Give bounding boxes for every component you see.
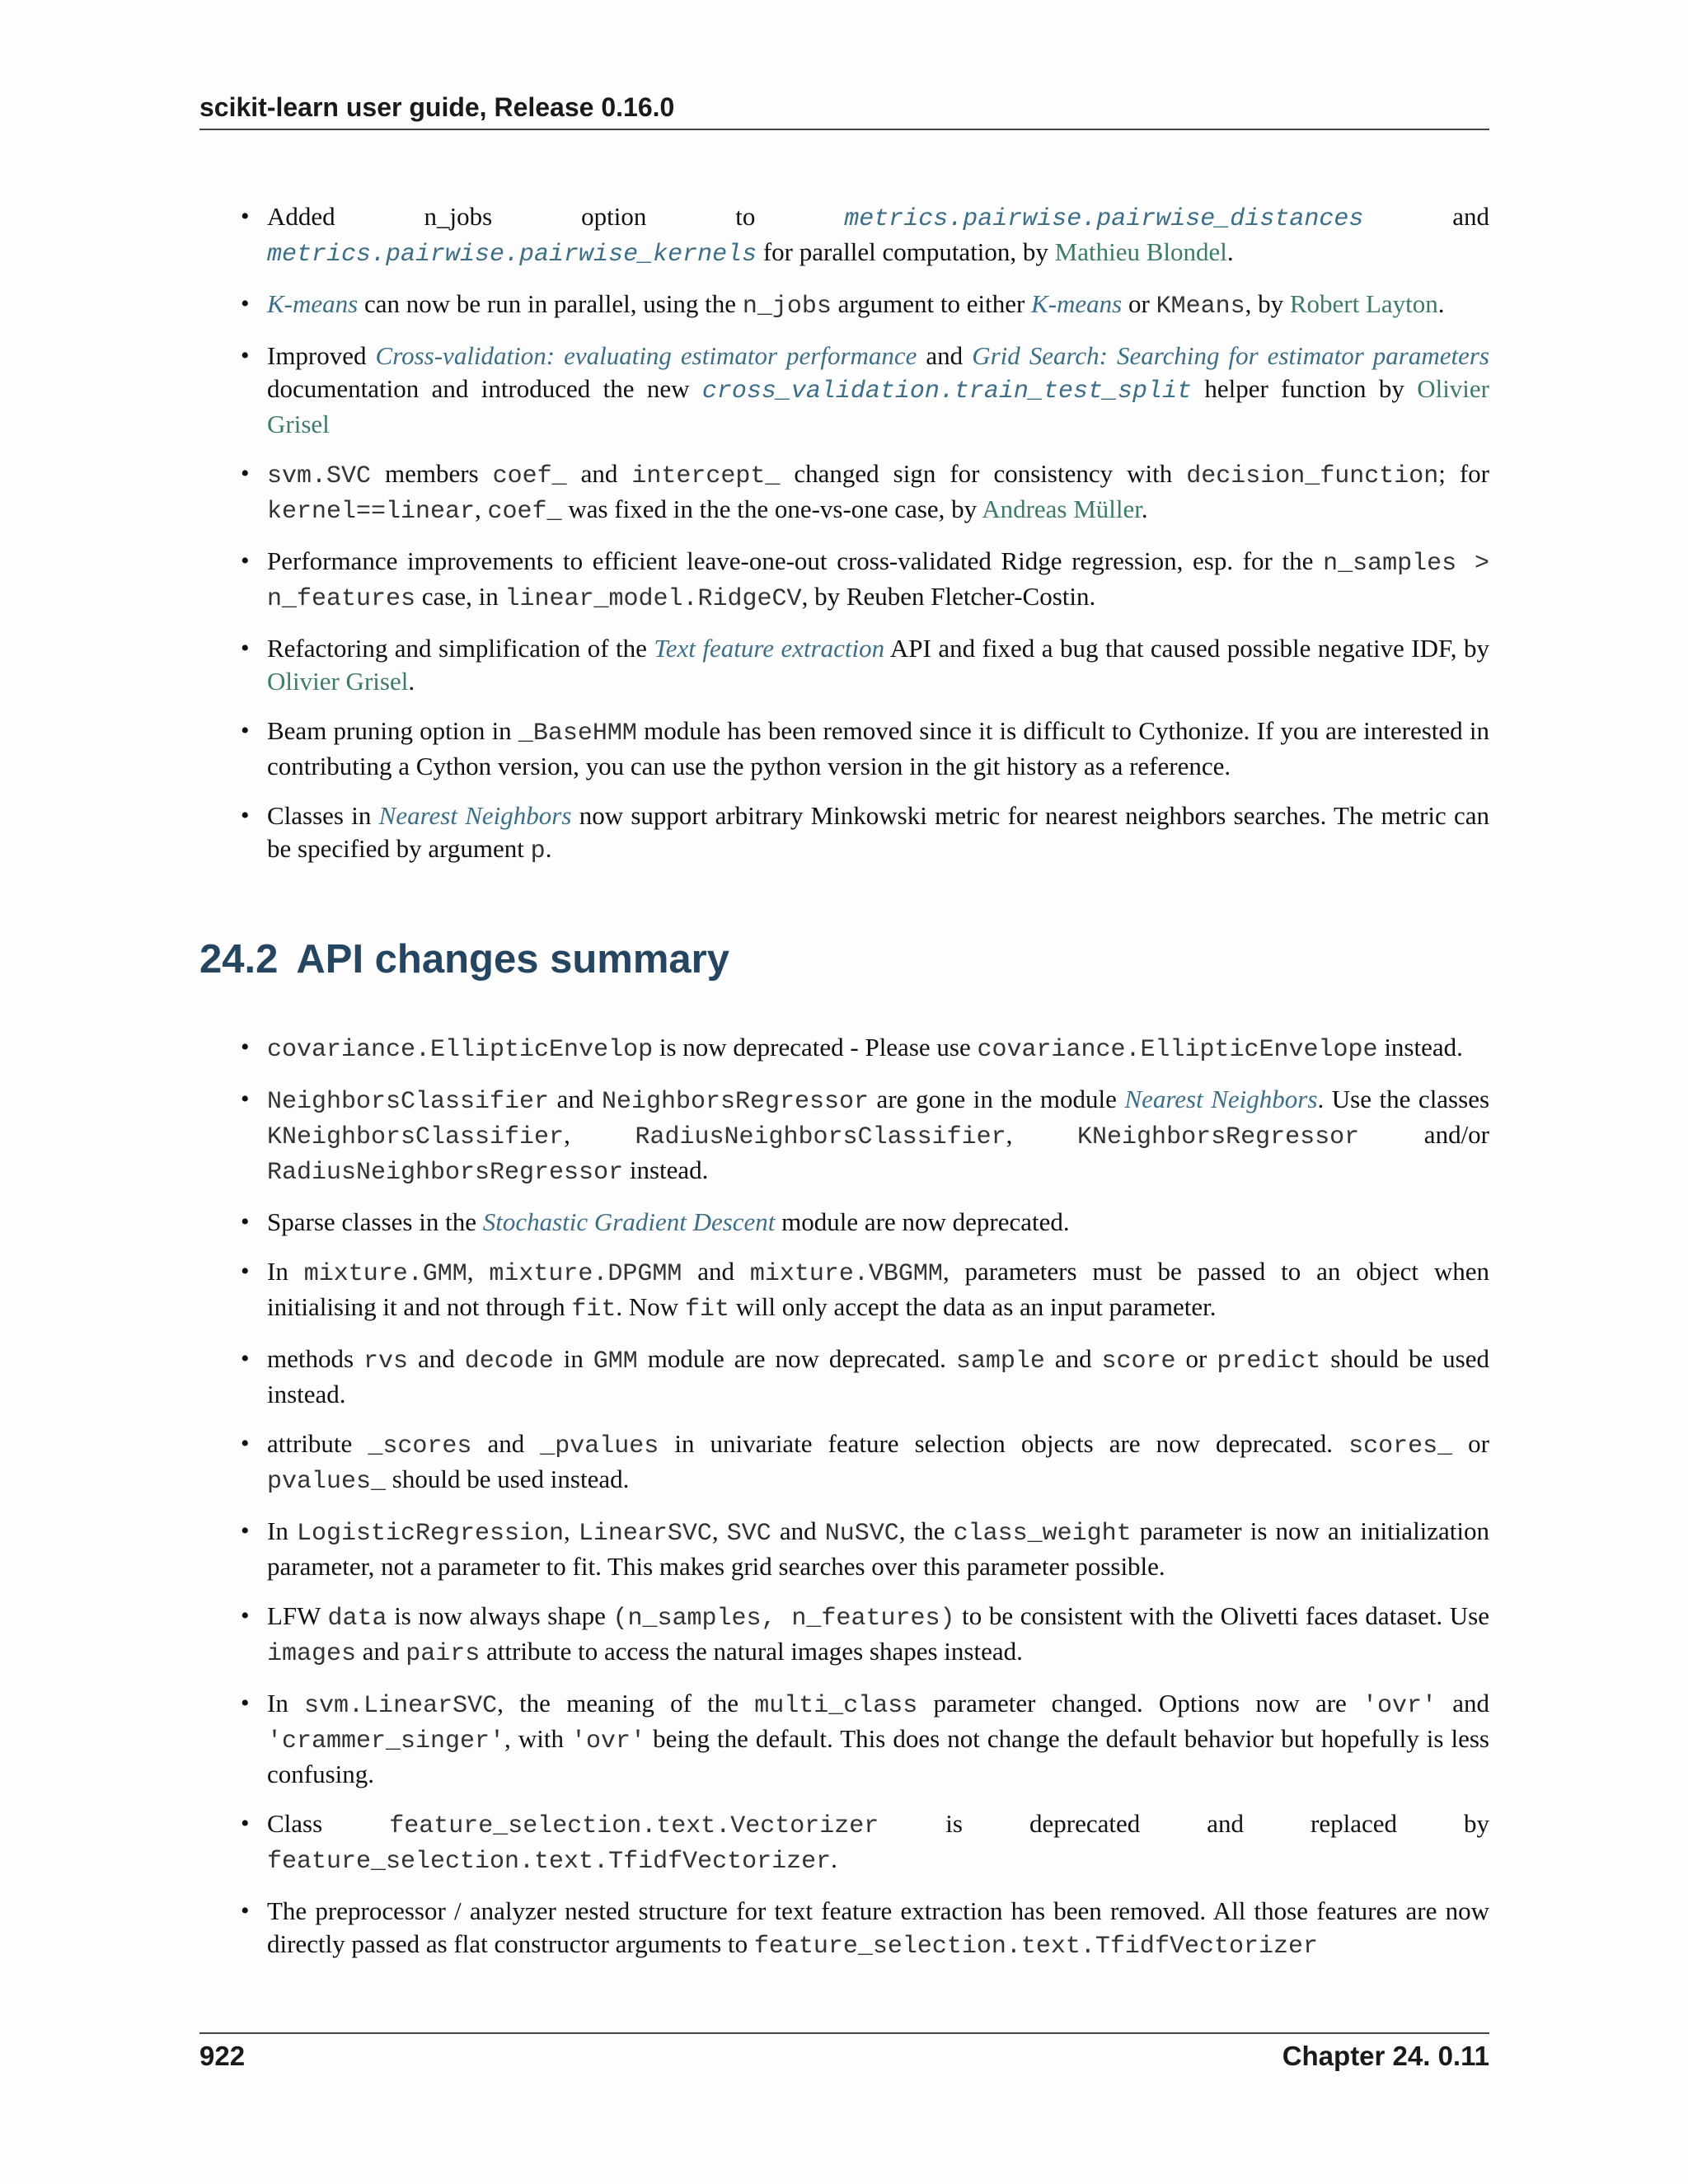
code-literal: n_samples > n_features xyxy=(267,550,1489,613)
code-literal: svm.LinearSVC xyxy=(304,1692,498,1720)
author-link[interactable]: Andreas Müller xyxy=(982,494,1142,523)
list-item: • Class feature_selection.text.Vectorizer is deprecated and replaced by feature_selection.text.TfidfVectorizer. xyxy=(239,1807,1489,1878)
section-heading xyxy=(199,936,729,982)
code-literal: svm.SVC xyxy=(267,462,372,490)
list-item: • Refactoring and simplification of the Text feature extraction API and fixed a bug that caused possible negative IDF, by Olivier Grisel. xyxy=(239,632,1489,698)
nearest-neighbors-link[interactable]: Nearest Neighbors xyxy=(1124,1085,1318,1113)
code-literal: multi_class xyxy=(754,1692,918,1720)
code-literal: NeighborsClassifier xyxy=(267,1088,550,1116)
list-item: • NeighborsClassifier and NeighborsRegressor are gone in the module Nearest Neighbors. Use the classes KNeighborsClassifier, RadiusNeighborsClassifier, KNeighborsRegressor and/or RadiusNeighborsRegressor instead. xyxy=(239,1083,1489,1189)
code-literal: rvs xyxy=(363,1347,409,1376)
grid-search-link[interactable]: Grid Search: Searching for estimator parameters xyxy=(972,341,1489,370)
train-test-split-link[interactable]: cross_validation.train_test_split xyxy=(701,377,1192,405)
code-literal: (n_samples, n_features) xyxy=(612,1605,955,1633)
nearest-neighbors-link[interactable]: Nearest Neighbors xyxy=(378,801,572,830)
code-literal: linear_model.RidgeCV xyxy=(504,585,802,613)
header-rule xyxy=(199,129,1489,130)
pairwise-distances-link[interactable]: metrics.pairwise.pairwise_distances xyxy=(844,205,1364,233)
code-literal: coef_ xyxy=(492,462,567,490)
code-literal: _scores xyxy=(368,1432,472,1460)
list-item: • Beam pruning option in _BaseHMM module has been removed since it is difficult to Cythonize. If you are interested in contributing a Cython version, you can use the python version in the git history as a reference. xyxy=(239,715,1489,783)
code-literal: pvalues_ xyxy=(267,1468,387,1496)
code-literal: fit xyxy=(571,1296,617,1324)
kmeans-link[interactable]: K-means xyxy=(267,289,359,318)
page-number: 922 xyxy=(199,2041,246,2071)
sgd-link[interactable]: Stochastic Gradient Descent xyxy=(482,1207,776,1236)
code-literal: RadiusNeighborsClassifier xyxy=(635,1123,1006,1151)
changelog-list xyxy=(239,200,1489,884)
code-literal: mixture.DPGMM xyxy=(489,1260,682,1288)
code-literal: _BaseHMM xyxy=(518,719,637,748)
list-item: • attribute _scores and _pvalues in univariate feature selection objects are now deprecated. scores_ or pvalues_ should be used instead. xyxy=(239,1427,1489,1498)
code-literal: intercept_ xyxy=(631,462,781,490)
author-link[interactable]: Olivier Grisel xyxy=(267,374,1489,438)
code-literal: data xyxy=(327,1605,387,1633)
kmeans-link[interactable]: K-means xyxy=(1031,289,1123,318)
code-literal: feature_selection.text.Vectorizer xyxy=(389,1812,879,1840)
list-item: • LFW data is now always shape (n_samples, n_features) to be consistent with the Olivetti faces dataset. Use images and pairs attribute to access the natural images shapes instead. xyxy=(239,1600,1489,1671)
code-literal: mixture.VBGMM xyxy=(749,1260,943,1288)
code-literal: 'ovr' xyxy=(1362,1692,1437,1720)
text-feature-extraction-link[interactable]: Text feature extraction xyxy=(654,634,885,663)
code-literal: _pvalues xyxy=(540,1432,659,1460)
code-literal: fit xyxy=(684,1296,729,1324)
list-item: • svm.SVC members coef_ and intercept_ changed sign for consistency with decision_function; for kernel==linear, coef_ was fixed in the the one-vs-one case, by Andreas Müller. xyxy=(239,457,1489,528)
code-literal: RadiusNeighborsRegressor xyxy=(267,1159,624,1187)
author-link[interactable]: Mathieu Blondel xyxy=(1054,237,1227,266)
code-literal: kernel==linear xyxy=(267,498,476,526)
list-item: • In svm.LinearSVC, the meaning of the multi_class parameter changed. Options now are 'ovr' and 'crammer_singer', with 'ovr' being the default. This does not change the default behavior but hopefully is less confusing. xyxy=(239,1687,1489,1791)
list-item: • In mixture.GMM, mixture.DPGMM and mixture.VBGMM, parameters must be passed to an object when initialising it and not through fit. Now fit will only accept the data as an input parameter. xyxy=(239,1255,1489,1326)
code-literal: images xyxy=(267,1640,357,1668)
page-header-title: scikit-learn user guide, Release 0.16.0 xyxy=(199,92,675,122)
page-footer xyxy=(199,2041,1489,2072)
code-literal: LogisticRegression xyxy=(296,1520,564,1548)
code-literal: pairs xyxy=(406,1640,481,1668)
code-literal: feature_selection.text.TfidfVectorizer xyxy=(753,1933,1318,1961)
section-title: API changes summary xyxy=(296,937,729,982)
code-literal: predict xyxy=(1217,1347,1321,1376)
code-literal: LinearSVC xyxy=(578,1520,712,1548)
list-item: • Classes in Nearest Neighbors now support arbitrary Minkowski metric for nearest neighbors searches. The metric can be specified by argument p. xyxy=(239,799,1489,868)
code-literal: scores_ xyxy=(1348,1432,1453,1460)
list-item: • K-means can now be run in parallel, using the n_jobs argument to either K-means or KMeans, by Robert Layton. xyxy=(239,288,1489,323)
list-item: • Sparse classes in the Stochastic Gradient Descent module are now deprecated. xyxy=(239,1206,1489,1239)
code-literal: decode xyxy=(464,1347,554,1376)
list-item: • The preprocessor / analyzer nested structure for text feature extraction has been removed. All those features are now directly passed as flat constructor arguments to feature_selection.text.TfidfVectorizer xyxy=(239,1895,1489,1963)
code-literal: KNeighborsClassifier xyxy=(267,1123,565,1151)
code-literal: score xyxy=(1101,1347,1176,1376)
code-literal: sample xyxy=(955,1347,1045,1376)
list-item: • covariance.EllipticEnvelop is now deprecated - Please use covariance.EllipticEnvelope instead. xyxy=(239,1031,1489,1066)
code-literal: class_weight xyxy=(953,1520,1132,1548)
code-literal: GMM xyxy=(593,1347,638,1376)
code-literal: NeighborsRegressor xyxy=(601,1088,869,1116)
code-literal: SVC xyxy=(726,1520,771,1548)
chapter-label: Chapter 24. 0.11 xyxy=(1282,2041,1489,2071)
pairwise-kernels-link[interactable]: metrics.pairwise.pairwise_kernels xyxy=(267,241,757,269)
code-literal: decision_function xyxy=(1186,462,1439,490)
code-literal: mixture.GMM xyxy=(303,1260,467,1288)
section-number: 24.2 xyxy=(199,937,279,982)
code-literal: covariance.EllipticEnvelope xyxy=(977,1036,1378,1064)
api-changes-list xyxy=(239,1031,1489,1980)
code-literal: p xyxy=(530,837,546,865)
author-link[interactable]: Olivier Grisel xyxy=(267,667,409,696)
code-literal: covariance.EllipticEnvelop xyxy=(267,1036,654,1064)
list-item: • In LogisticRegression, LinearSVC, SVC and NuSVC, the class_weight parameter is now an initialization parameter, not a parameter to fit. This makes grid searches over this parameter possible. xyxy=(239,1515,1489,1583)
list-item: • Improved Cross-validation: evaluating estimator performance and Grid Search: Searching for estimator parameters documentation and introduced the new cross_validation.train_test_split helper function by Olivier Grisel xyxy=(239,340,1489,441)
cross-validation-link[interactable]: Cross-validation: evaluating estimator performance xyxy=(375,341,917,370)
code-literal: NuSVC xyxy=(824,1520,899,1548)
code-literal: feature_selection.text.TfidfVectorizer xyxy=(267,1848,832,1876)
code-literal: coef_ xyxy=(487,498,562,526)
code-literal: n_jobs xyxy=(742,293,832,321)
footer-rule xyxy=(199,2032,1489,2034)
list-item: • Added n_jobs option to metrics.pairwise.pairwise_distances and metrics.pairwise.pairwise_kernels for parallel computation, by Mathieu Blondel. xyxy=(239,200,1489,271)
code-literal: KNeighborsRegressor xyxy=(1077,1123,1360,1151)
code-literal: 'ovr' xyxy=(571,1727,646,1755)
list-item: • methods rvs and decode in GMM module are now deprecated. sample and score or predict should be used instead. xyxy=(239,1343,1489,1411)
list-item: • Performance improvements to efficient leave-one-out cross-validated Ridge regression, esp. for the n_samples > n_features case, in linear_model.RidgeCV, by Reuben Fletcher-Costin. xyxy=(239,545,1489,616)
code-literal: 'crammer_singer' xyxy=(267,1727,505,1755)
code-literal: KMeans xyxy=(1156,293,1245,321)
author-link[interactable]: Robert Layton xyxy=(1289,289,1438,318)
